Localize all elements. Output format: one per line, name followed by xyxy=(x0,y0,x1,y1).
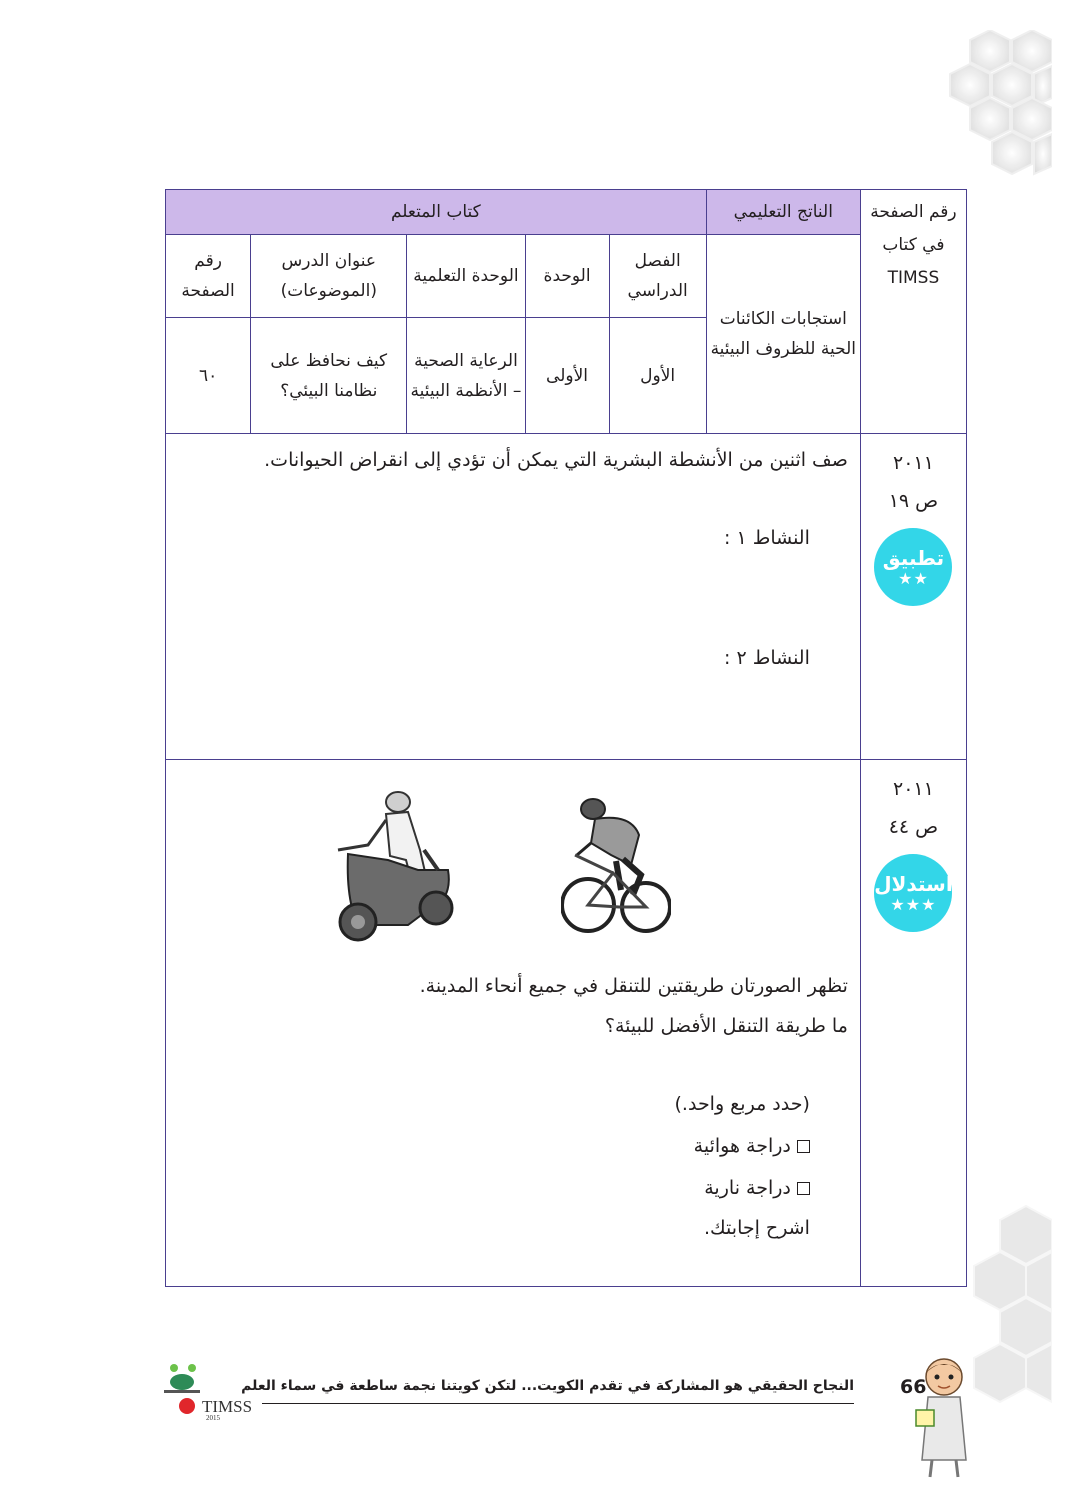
question1-page: ص ١٩ xyxy=(888,490,939,512)
value-unit: الأولى xyxy=(525,318,609,434)
header-student-book: كتاب المتعلم xyxy=(166,190,707,235)
footer-slogan: النجاح الحقيقي هو المشاركة في تقدم الكويت... لتكن كويتنا نجمة ساطعة في سماء العلم xyxy=(241,1378,854,1394)
outcome-text: استجابات الكائنات الحية للظروف البيئية xyxy=(706,235,860,434)
question2-explain: اشرح إجابتك. xyxy=(704,1217,810,1239)
skill-badge-reasoning xyxy=(874,854,952,932)
header-page-in-timss: رقم الصفحة في كتاب TIMSS xyxy=(860,190,966,434)
question2-line2: ما طريقة التنقل الأفضل للبيئة؟ xyxy=(604,1015,848,1037)
option-bicycle[interactable] xyxy=(694,1132,810,1160)
checkbox-icon[interactable] xyxy=(797,1182,810,1195)
question2-body xyxy=(166,760,861,1287)
question1-activity2: النشاط ٢ : xyxy=(724,647,810,669)
question2-line1: تظهر الصورتان طريقتين للتنقل في جميع أنحاء المدينة. xyxy=(419,975,848,997)
question2-page: ص ٤٤ xyxy=(888,816,939,838)
option-motorcycle[interactable] xyxy=(704,1174,810,1202)
question1-year: ٢٠١١ xyxy=(893,452,934,474)
bicycle-image xyxy=(561,795,671,945)
svg-text:TIMSS: TIMSS xyxy=(202,1397,253,1416)
option-bicycle-label: دراجة هوائية xyxy=(693,1135,791,1157)
star-icon: ★★★ xyxy=(890,895,937,914)
option-motorcycle-label: دراجة نارية xyxy=(704,1177,791,1199)
question2-instruction: (حدد مربع واحد.) xyxy=(674,1093,810,1115)
badge-label: تطبيق xyxy=(882,546,945,570)
value-lesson-title: كيف نحافظ على نظامنا البيئي؟ xyxy=(251,318,407,434)
badge-label: استدلال xyxy=(874,872,953,896)
subheader-page-number: رقم الصفحة xyxy=(166,235,251,318)
question1-activity1: النشاط ١ : xyxy=(724,527,810,549)
page-number: 66 xyxy=(900,1376,927,1398)
hexagon-pattern-top xyxy=(820,30,1052,200)
value-semester: الأول xyxy=(609,318,706,434)
question1-meta xyxy=(860,434,966,760)
value-page-number: ٦٠ xyxy=(166,318,251,434)
value-learning-unit: الرعاية الصحية – الأنظمة البيئية xyxy=(407,318,525,434)
header-outcome: الناتج التعليمي xyxy=(706,190,860,235)
footer-divider xyxy=(262,1403,854,1404)
subheader-lesson-title: عنوان الدرس (الموضوعات) xyxy=(251,235,407,318)
question2-year: ٢٠١١ xyxy=(893,778,934,800)
worksheet-table xyxy=(165,189,967,1287)
subheader-semester: الفصل الدراسي xyxy=(609,235,706,318)
star-icon: ★★ xyxy=(898,569,929,588)
mascot-icon xyxy=(910,1355,980,1480)
question1-body xyxy=(166,434,861,760)
question1-prompt: صف اثنين من الأنشطة البشرية التي يمكن أن تؤدي إلى انقراض الحيوانات. xyxy=(264,449,848,471)
skill-badge-application xyxy=(874,528,952,606)
motorcycle-image xyxy=(328,790,458,945)
timss-logo xyxy=(162,1360,262,1420)
subheader-unit: الوحدة xyxy=(525,235,609,318)
checkbox-icon[interactable] xyxy=(797,1140,810,1153)
question2-meta xyxy=(860,760,966,1287)
svg-text:2015: 2015 xyxy=(206,1414,220,1420)
subheader-learning-unit: الوحدة التعلمية xyxy=(407,235,525,318)
